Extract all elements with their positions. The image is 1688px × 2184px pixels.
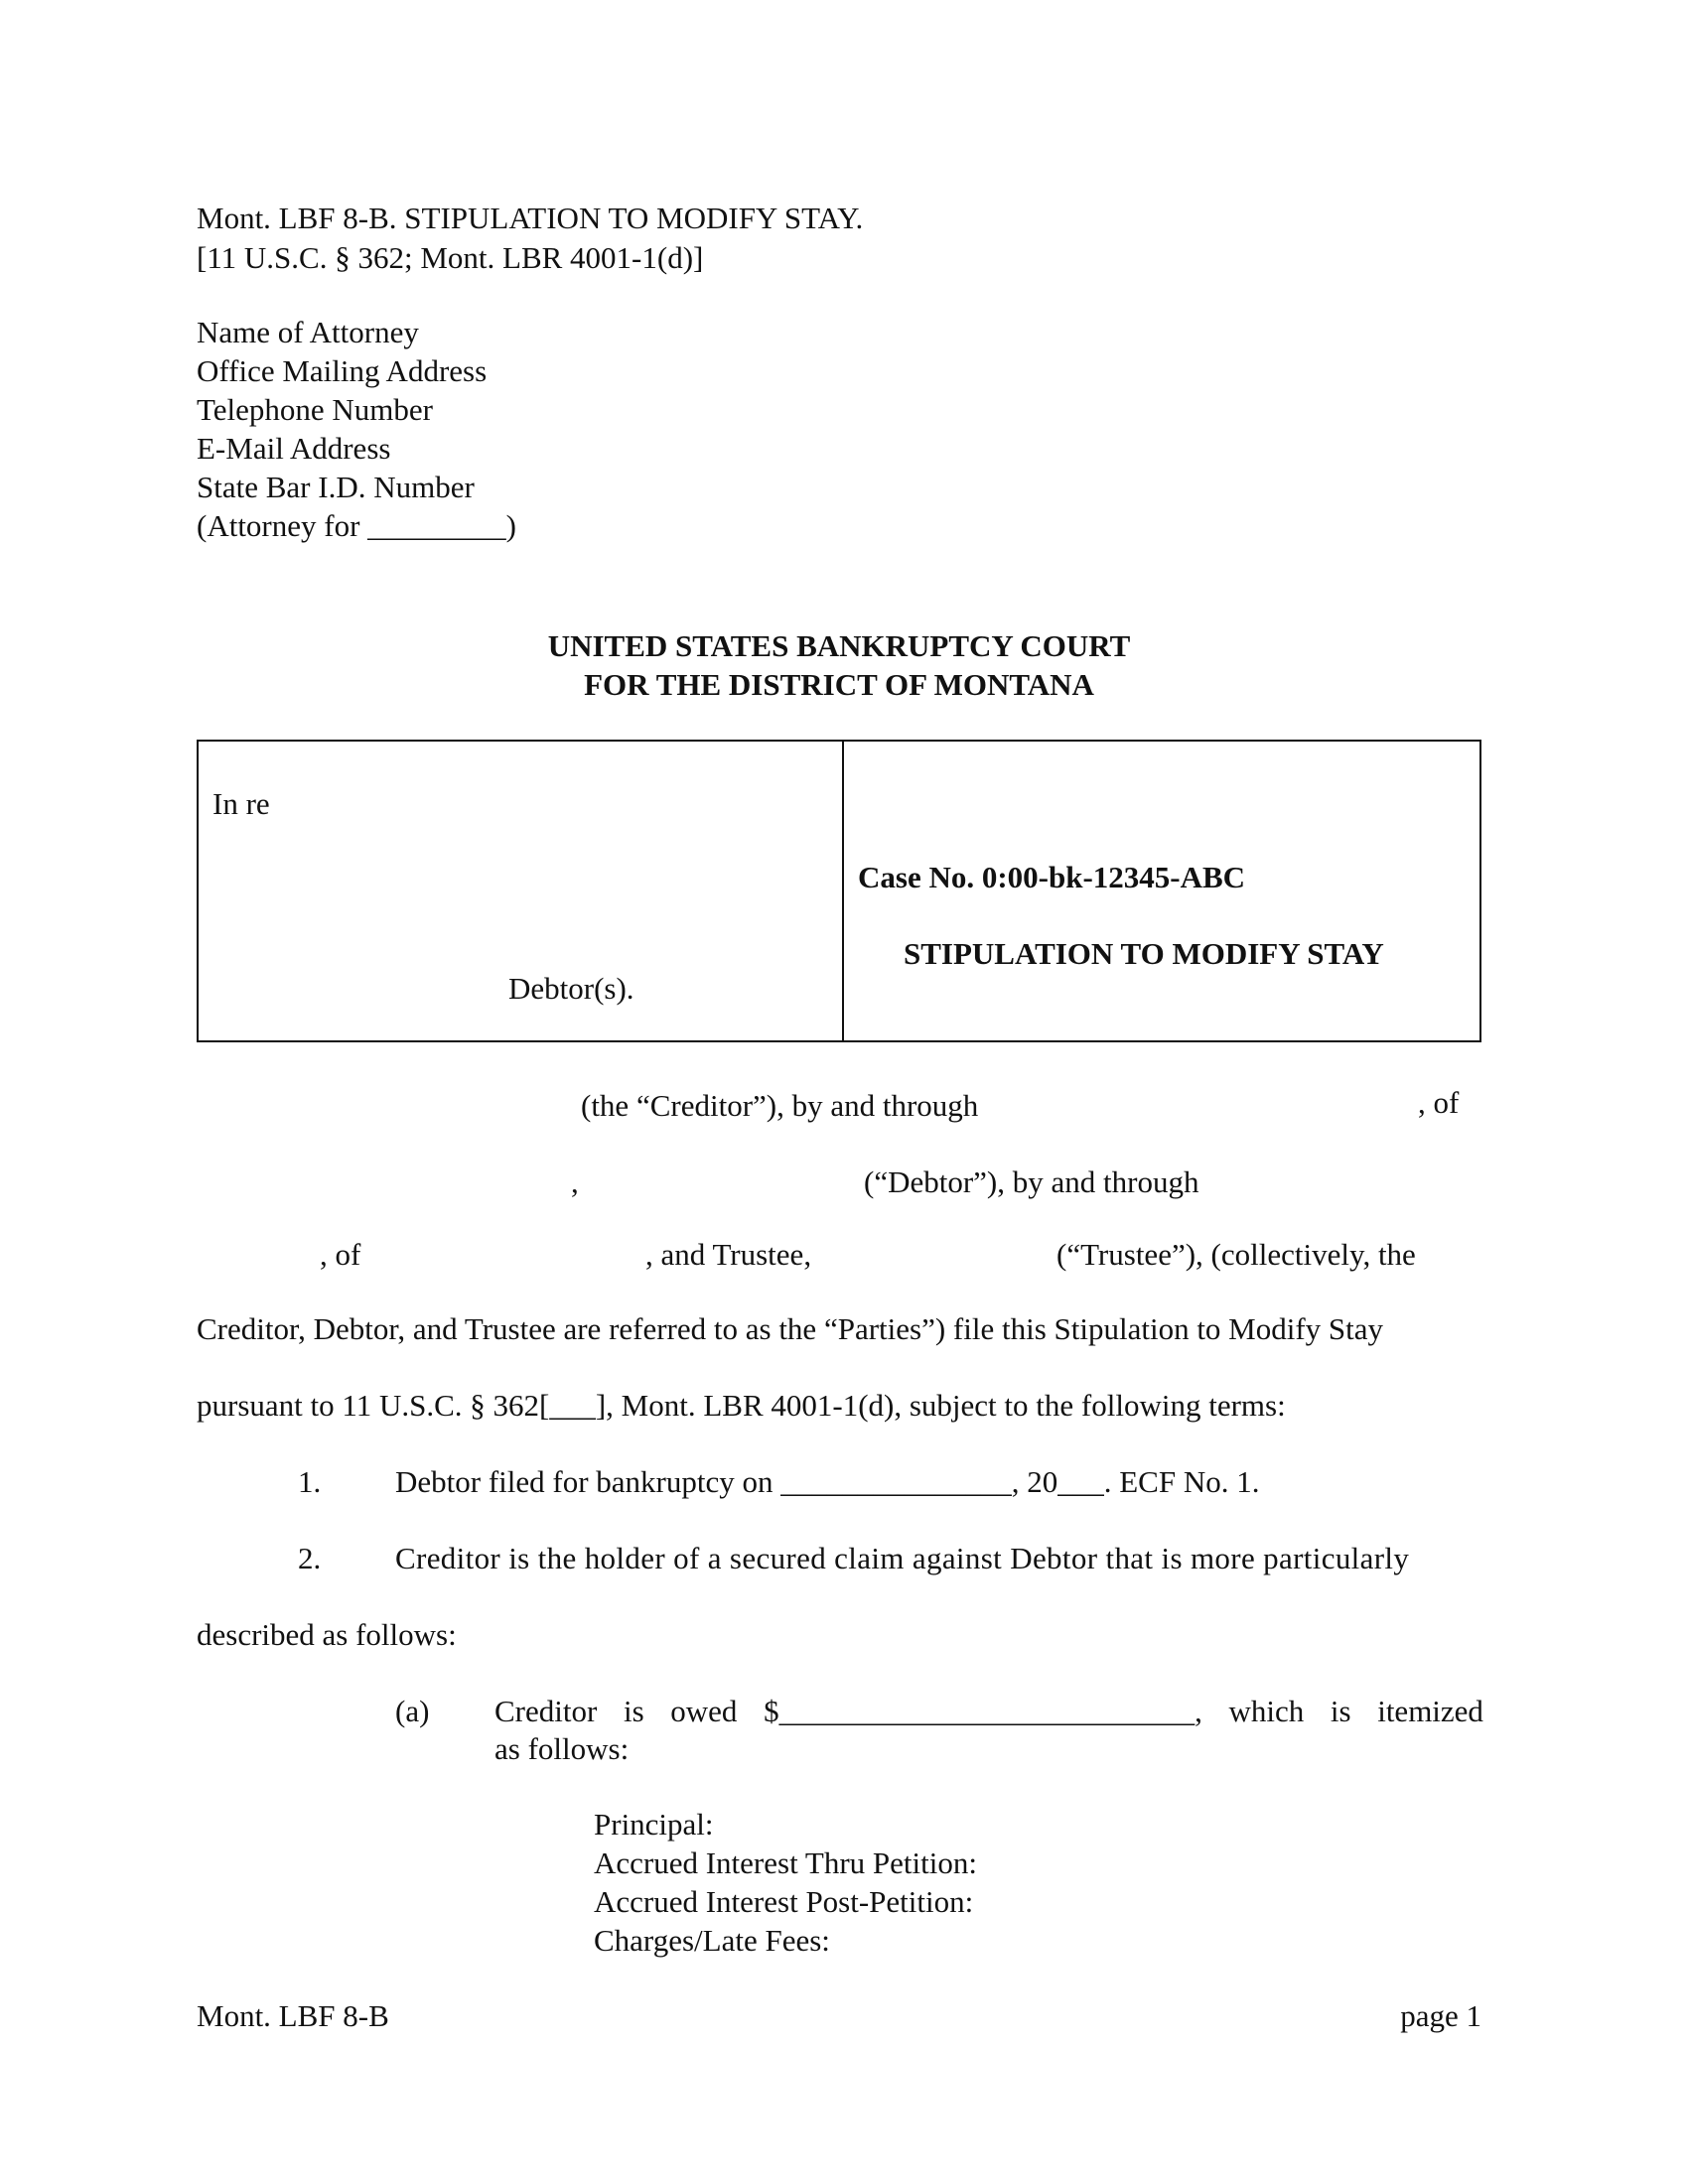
court-name: UNITED STATES BANKRUPTCY COURT xyxy=(547,628,1131,663)
attorney-block xyxy=(197,313,516,545)
item-2-number: 2. xyxy=(298,1541,322,1575)
claim-itemization xyxy=(594,1805,977,1960)
item-2-continuation: described as follows: xyxy=(197,1617,457,1652)
item-2-text-content: Creditor is the holder of a secured claim against Debtor that is more particularly xyxy=(395,1541,1410,1575)
debtors-label: Debtor(s). xyxy=(508,971,634,1006)
debtor-comma-text: , xyxy=(571,1164,579,1199)
attorney-for: (Attorney for _________) xyxy=(197,508,516,543)
item-2-text xyxy=(395,1540,1483,1578)
form-title: Mont. LBF 8-B. STIPULATION TO MODIFY STAY. xyxy=(197,201,864,235)
court-heading xyxy=(0,626,1678,704)
creditor-of-text: , of xyxy=(1418,1085,1460,1120)
footer-page-number: page 1 xyxy=(1400,1998,1481,2033)
footer-form-id: Mont. LBF 8-B xyxy=(197,1998,389,2033)
debtor-through-text: (“Debtor”), by and through xyxy=(864,1164,1199,1199)
item-a-word: owed xyxy=(670,1694,738,1728)
attorney-bar-id: State Bar I.D. Number xyxy=(197,470,475,504)
itemization-interest-thru-petition: Accrued Interest Thru Petition: xyxy=(594,1845,977,1880)
court-district: FOR THE DISTRICT OF MONTANA xyxy=(584,667,1094,702)
debtor-of-text: , of xyxy=(320,1237,361,1272)
item-a-label: (a) xyxy=(395,1694,430,1728)
item-a-word: which xyxy=(1228,1694,1305,1728)
statutory-authority: [11 U.S.C. § 362; Mont. LBR 4001-1(d)] xyxy=(197,240,704,275)
creditor-through-text: (the “Creditor”), by and through xyxy=(581,1088,979,1123)
pursuant-to-text: pursuant to 11 U.S.C. § 362[___], Mont. LBR 4001-1(d), subject to the following terms: xyxy=(197,1388,1286,1423)
attorney-address: Office Mailing Address xyxy=(197,353,488,388)
parties-defined-text: Creditor, Debtor, and Trustee are referred to as the “Parties”) file this Stipulation to Modify Stay xyxy=(197,1311,1384,1346)
attorney-phone: Telephone Number xyxy=(197,392,433,427)
item-a-word: is xyxy=(623,1694,644,1728)
in-re-label: In re xyxy=(212,786,270,821)
item-1-number: 1. xyxy=(298,1464,322,1499)
attorney-name: Name of Attorney xyxy=(197,315,419,349)
item-a-text xyxy=(494,1693,1483,1768)
item-a-word: is xyxy=(1330,1694,1351,1728)
caption-divider xyxy=(842,742,844,1040)
itemization-charges: Charges/Late Fees: xyxy=(594,1923,830,1958)
item-a-word: Creditor xyxy=(494,1694,598,1728)
itemization-interest-post-petition: Accrued Interest Post-Petition: xyxy=(594,1884,974,1919)
amount-owed-blank: $___________________________, xyxy=(764,1694,1202,1728)
item-a-word: itemized xyxy=(1377,1694,1483,1728)
form-caption xyxy=(197,199,863,278)
trustee-collectively-text: (“Trustee”), (collectively, the xyxy=(1056,1237,1416,1272)
document-title: STIPULATION TO MODIFY STAY xyxy=(904,936,1384,971)
case-caption-box xyxy=(197,740,1481,1042)
item-a-continuation: as follows: xyxy=(494,1731,630,1766)
and-trustee-text: , and Trustee, xyxy=(645,1237,812,1272)
case-number: Case No. 0:00-bk-12345-ABC xyxy=(858,860,1246,894)
itemization-principal: Principal: xyxy=(594,1807,714,1842)
attorney-email: E-Mail Address xyxy=(197,431,391,466)
item-1-text: Debtor filed for bankruptcy on _______________, 20___. ECF No. 1. xyxy=(395,1464,1260,1499)
